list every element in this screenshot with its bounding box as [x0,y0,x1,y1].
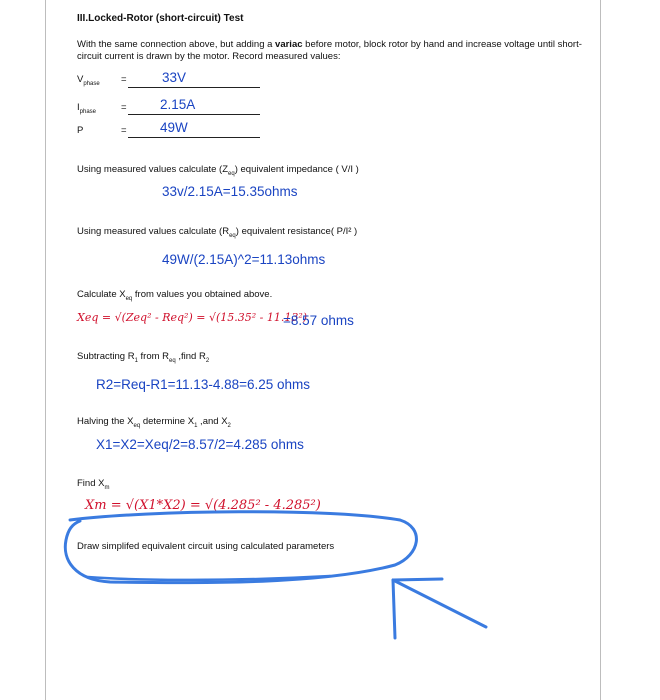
marker-circle-stroke [65,512,416,583]
q3-answer: =8.57 ohms [283,313,354,328]
i-phase-value: 2.15A [160,97,196,112]
marker-arrow-shaft [393,580,486,627]
marker-arrow-head [393,579,442,638]
power-value: 49W [160,120,188,135]
power-equals: = [121,125,127,136]
q6-xm-question: Find $X_m$ [77,478,110,491]
intro-bold-word: variac [275,39,303,50]
q1-impedance-question: Using measured values calculate $(Z_{eq})$ equivalent impedance ( V/I ) [77,164,359,177]
section-title: III.Locked-Rotor (short-circuit) Test [77,13,244,24]
q3-reactance-question: Calculate $X_{eq}$ from values you obtained above. [77,289,273,302]
power-label: P [77,125,84,136]
intro-paragraph: With the same connection above, but adding a variac before motor, block rotor by hand and increase voltage until short-circuit current is drawn by the motor. Record measured values: [77,39,582,62]
q1-answer: 33v/2.15A=15.35ohms [162,184,298,199]
q7-circuit-question: Draw simplifed equivalent circuit using calculated parameters [77,541,335,552]
v-phase-equals: = [121,74,127,85]
q5-x1x2-question: Halving the $X_{eq}$ determine $X_1$ ,and $X_2$ [77,416,231,429]
v-phase-value: 33V [162,70,187,85]
q2-resistance-question: Using measured values calculate $(R_{eq})$ equivalent resistance( P/I² ) [77,226,358,239]
q6-handwritten-formula: Xm = √(X1*X2) = √(4.285² - 4.285²) [85,498,321,513]
q5-answer: X1=X2=Xeq/2=8.57/2=4.285 ohms [96,437,304,452]
i-phase-label: $I_{phase}$ [77,102,96,115]
q4-answer: R2=Req-R1=11.13-4.88=6.25 ohms [96,377,311,392]
i-phase-equals: = [121,102,127,113]
q2-answer: 49W/(2.15A)^2=11.13ohms [162,252,326,267]
v-phase-label: $V_{phase}$ [77,74,100,87]
q4-r2-question: Subtracting $R_1$ from $R_{eq}$ ,find $R_2$ [77,351,210,364]
q3-handwritten-formula: Xeq = √(Zeq² - Req²) = √(15.35² - 11.13²) [77,311,308,324]
